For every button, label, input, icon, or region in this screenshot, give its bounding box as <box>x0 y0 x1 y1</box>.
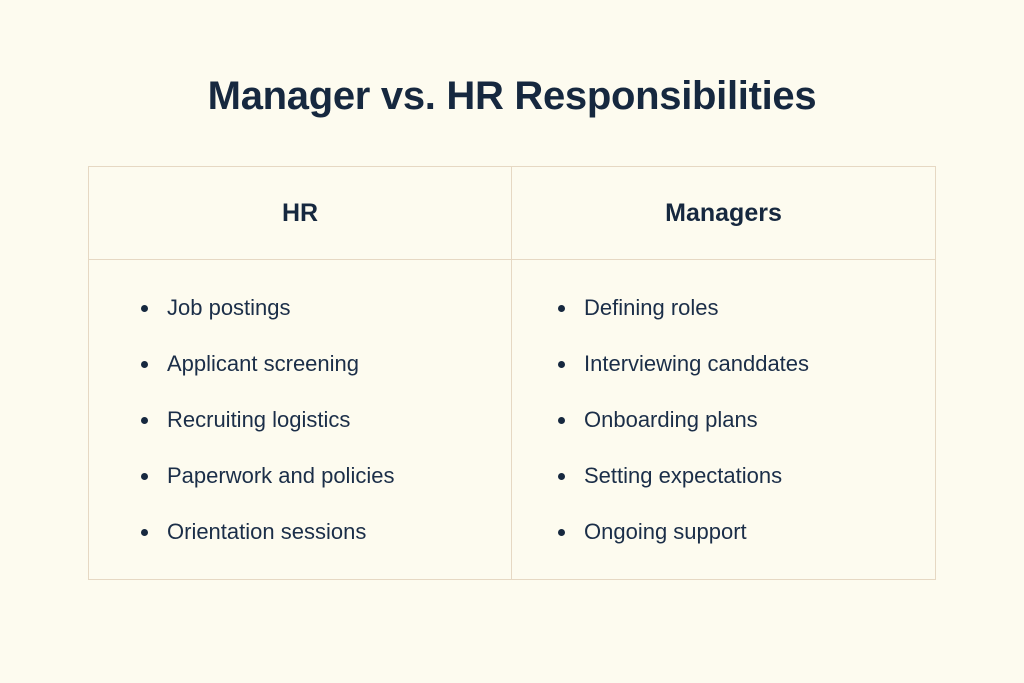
table-header-cell-hr <box>89 167 512 259</box>
list-item: Ongoing support <box>552 504 935 560</box>
list-item: Interviewing canddates <box>552 336 935 392</box>
column-header-label: Managers <box>665 198 782 227</box>
column-header-label: HR <box>281 198 319 227</box>
list-item: Recruiting logistics <box>135 392 511 448</box>
responsibilities-table <box>88 166 936 580</box>
list-item: Setting expectations <box>552 448 935 504</box>
table-cell-hr-items <box>89 260 512 579</box>
table-header-row <box>89 167 935 260</box>
page-title: Manager vs. HR Responsibilities <box>207 74 817 118</box>
list-item: Paperwork and policies <box>135 448 511 504</box>
list-item: Applicant screening <box>135 336 511 392</box>
manager-responsibilities-list <box>512 280 935 560</box>
list-item: Orientation sessions <box>135 504 511 560</box>
list-item: Defining roles <box>552 280 935 336</box>
list-item: Onboarding plans <box>552 392 935 448</box>
hr-responsibilities-list <box>89 280 511 560</box>
table-header-cell-managers <box>512 167 935 259</box>
table-body-row <box>89 260 935 579</box>
list-item: Job postings <box>135 280 511 336</box>
table-cell-managers-items <box>512 260 935 579</box>
